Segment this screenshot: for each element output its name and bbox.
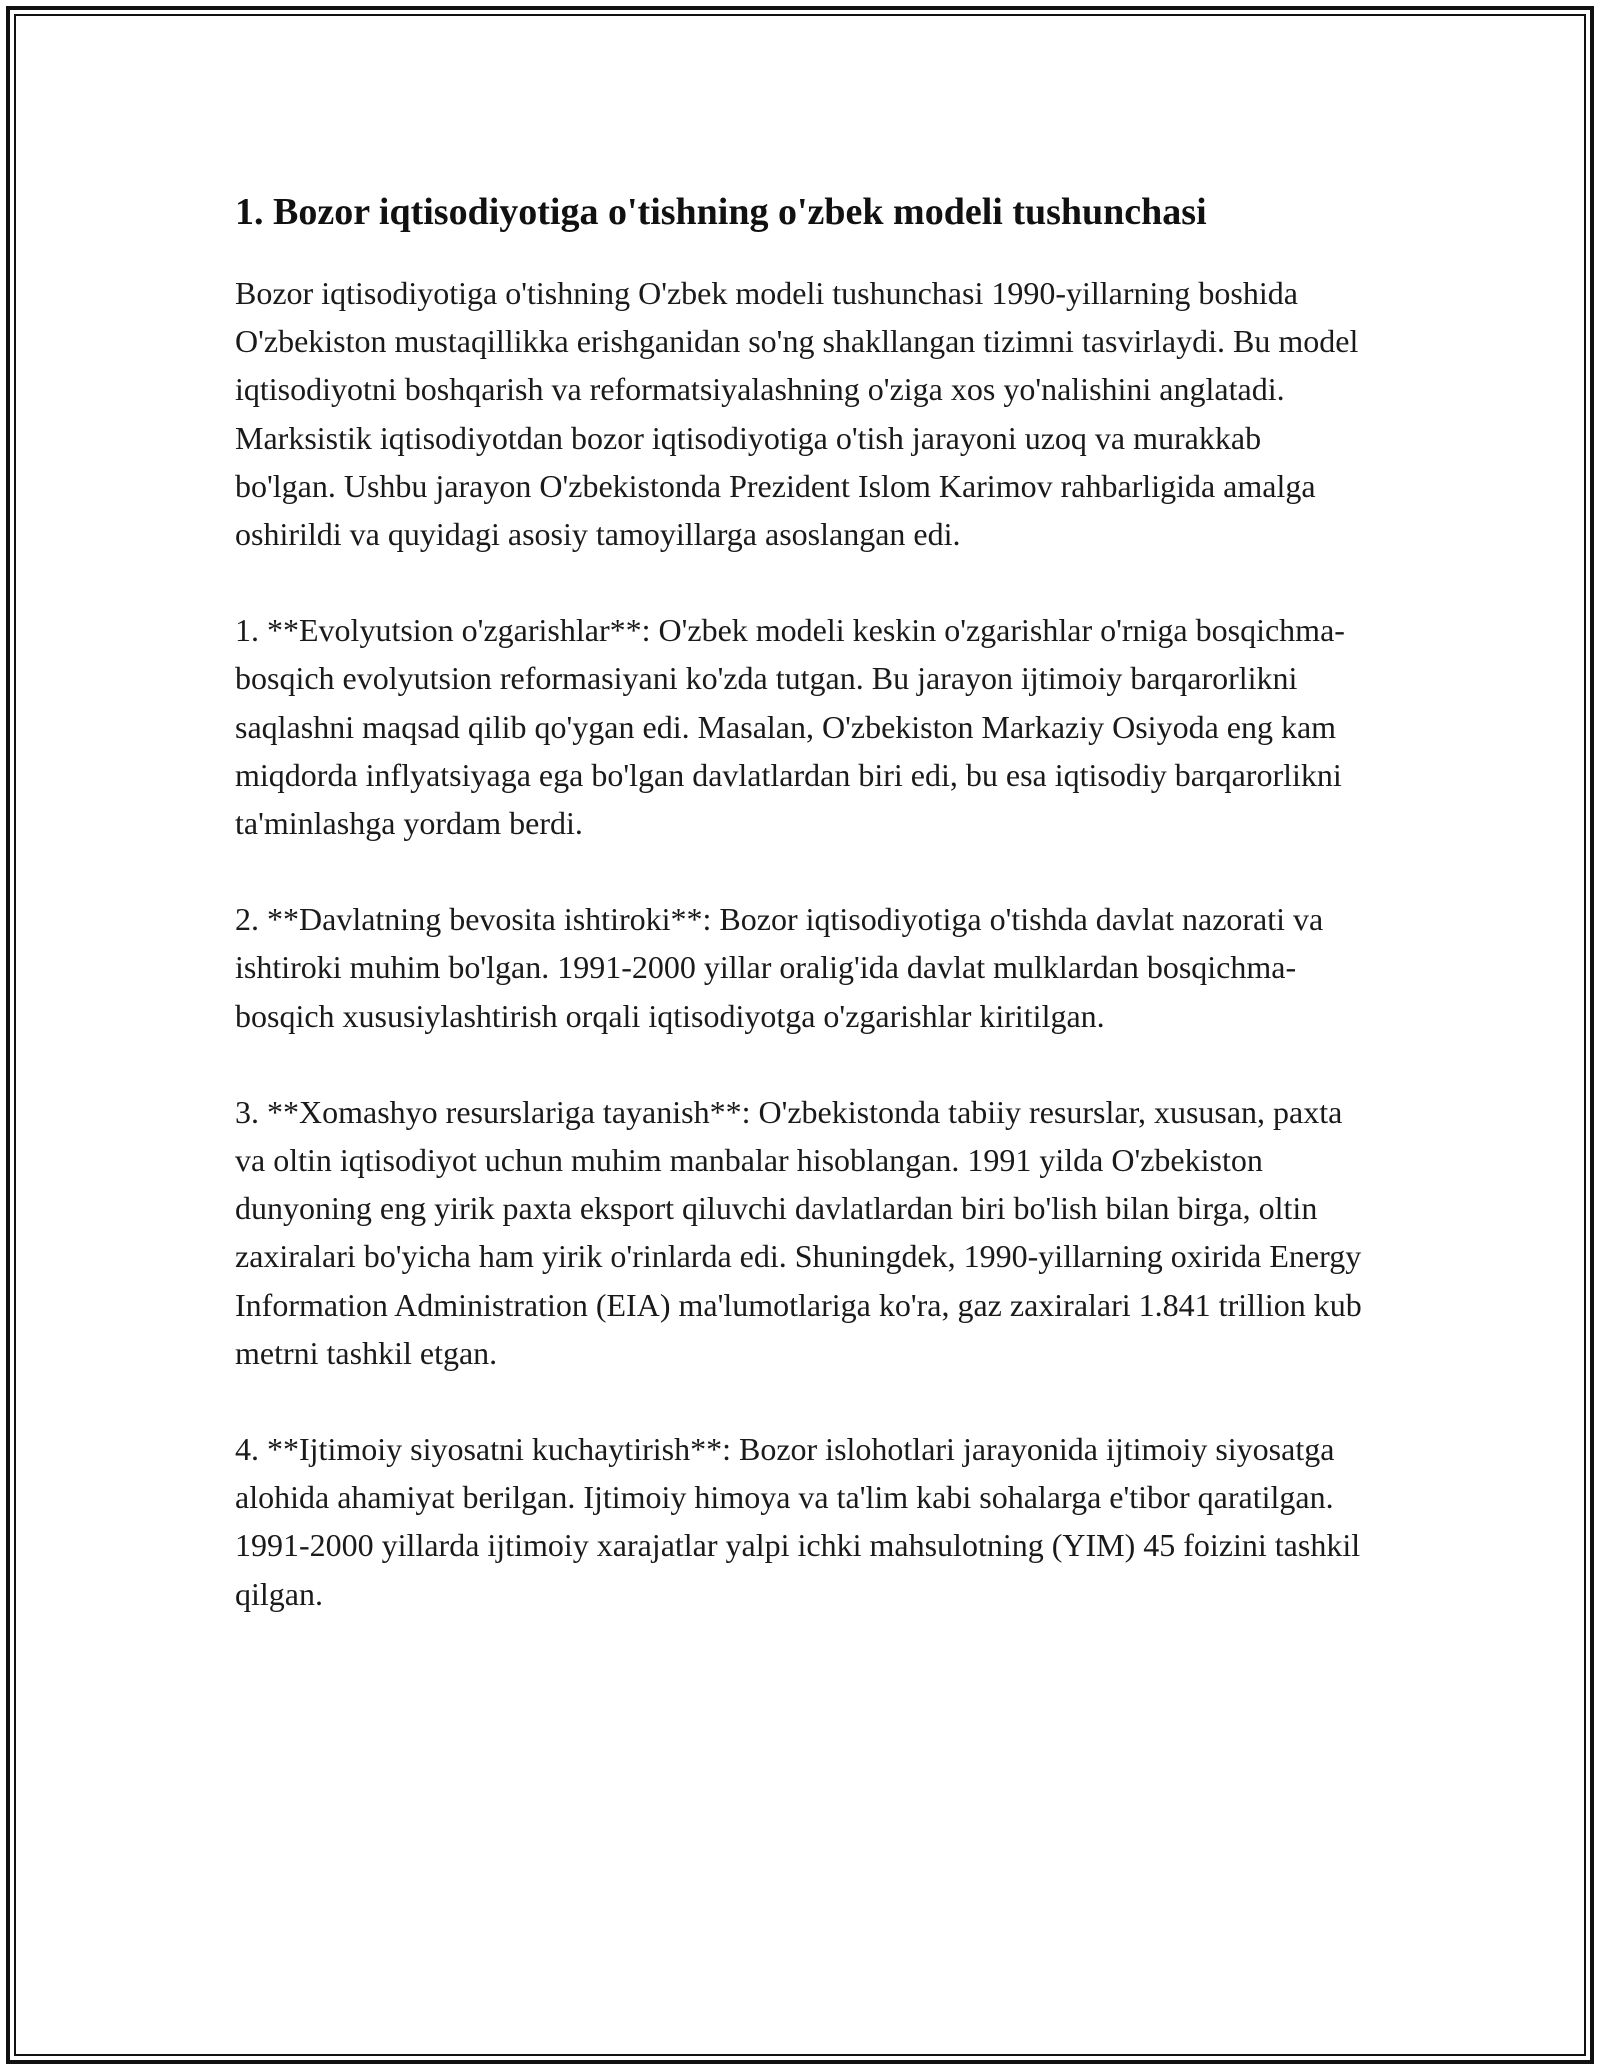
point-2-paragraph: 2. **Davlatning bevosita ishtiroki**: Bozor iqtisodiyotiga o'tishda davlat nazorati va ishtiroki muhim bo'lgan. 1991-2000 yillar oralig'ida davlat mulklardan bosqichma-bosqich xususiylashtirish orqali iqtisodiyotga o'zgarishlar kiritilgan. [235, 901, 1324, 1034]
point-4-paragraph: 4. **Ijtimoiy siyosatni kuchaytirish**: Bozor islohotlari jarayonida ijtimoiy siyosatga alohida ahamiyat berilgan. Ijtimoiy himoya va ta'lim kabi sohalarga e'tibor qaratilgan. 1991-2000 yillarda ijtimoiy xarajatlar yalpi ichki mahsulotning (YIM) 45 foizini tashkil qilgan. [235, 1431, 1361, 1612]
document-body [235, 185, 1365, 1666]
point-3-paragraph: 3. **Xomashyo resurslariga tayanish**: O'zbekistonda tabiiy resurslar, xususan, paxta va oltin iqtisodiyot uchun muhim manbalar hisoblangan. 1991 yilda O'zbekiston dunyoning eng yirik paxta eksport qiluvchi davlatlardan biri bo'lish bilan birga, oltin zaxiralari bo'yicha ham yirik o'rinlarda edi. Shuningdek, 1990-yillarning oxirida Energy Information Administration (EIA) ma'lumotlariga ko'ra, gaz zaxiralari 1.841 trillion kub metrni tashkil etgan. [235, 1093, 1362, 1371]
intro-paragraph: Bozor iqtisodiyotiga o'tishning O'zbek modeli tushunchasi 1990-yillarning boshida O'zbekiston mustaqillikka erishganidan so'ng shakllangan tizimni tasvirlaydi. Bu model iqtisodiyotni boshqarish va reformatsiyalashning o'ziga xos yo'nalishini anglatadi. Marksistik iqtisodiyotdan bozor iqtisodiyotiga o'tish jarayoni uzoq va murakkab bo'lgan. Ushbu jarayon O'zbekistonda Prezident Islom Karimov rahbarligida amalga oshirildi va quyidagi asosiy tamoyillarga asoslangan edi. [235, 275, 1359, 553]
point-1-paragraph: 1. **Evolyutsion o'zgarishlar**: O'zbek modeli keskin o'zgarishlar o'rniga bosqichma-bosqich evolyutsion reformasiyani ko'zda tutgan. Bu jarayon ijtimoiy barqarorlikni saqlashni maqsad qilib qo'ygan edi. Masalan, O'zbekiston Markaziy Osiyoda eng kam miqdorda inflyatsiyaga ega bo'lgan davlatlardan biri edi, bu esa iqtisodiy barqarorlikni ta'minlashga yordam berdi. [235, 612, 1345, 842]
section-heading: 1. Bozor iqtisodiyotiga o'tishning o'zbek modeli tushunchasi [235, 191, 1207, 233]
